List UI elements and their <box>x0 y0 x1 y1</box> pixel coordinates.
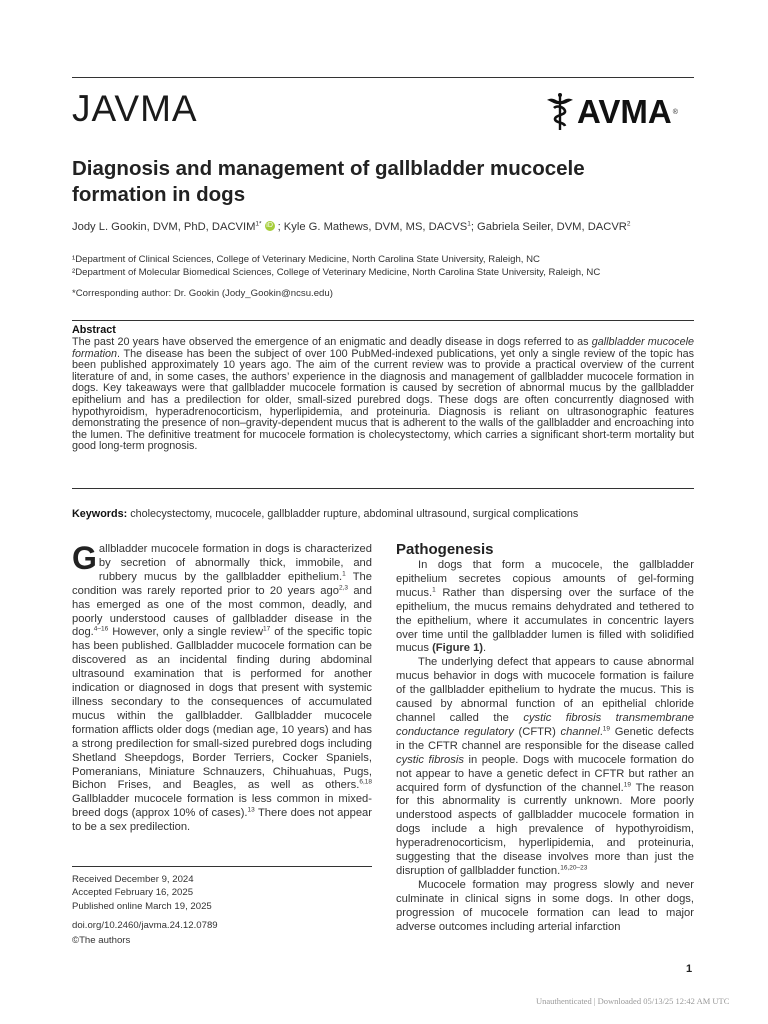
intro-paragraph: Gallbladder mucocele formation in dogs is characterized by secretion of abnormally thick, immobile, and rubbery mucus by the gallbladder epithelium.$^1$ The condition was rarely reported prior to 20 years ago$^{2,3}$ and has emerged as one of the most common, deadly, and poorly understood causes of gallbladder disease in the dog.$^{4-16}$ However, only a single review$^{17}$ of the specific topic has been published. Gallbladder mucocele formation can be discovered as an incidental finding during abdominal ultrasound examination that is performed for another indication or diagnosed in dogs that present with systemic illness secondary to the consequences of accumulated mucus within the gallbladder. Gallbladder mucocele formation afflicts older dogs (median age, 10 years) and has a strong predilection for small-sized purebred dogs including Shetland Sheepdogs, Border Terriers, Cocker Spaniels, Pomeranians, Miniature Schnauzers, Chihuahuas, Pugs, Bichon Frises, and Beagles, as well as others.$^{6,18}$ Gallbladder mucocele formation is less common in mixed-breed dogs (approx 10% of cases).$^{13}$ There does not appear to be a sex predilection. <box>72 540 372 834</box>
author-3[interactable]: ; Gabriela Seiler, DVM, DACVR <box>470 221 627 233</box>
citation[interactable]: 2,3 <box>338 583 349 591</box>
avma-wordmark: AVMA <box>577 93 672 130</box>
author-2[interactable]: ; Kyle G. Mathews, DVM, MS, DACVS <box>277 221 468 233</box>
orcid-icon[interactable]: iD <box>266 222 273 230</box>
doi-link[interactable]: doi.org/10.2460/javma.24.12.0789 <box>72 920 218 932</box>
caduceus-icon <box>545 92 575 132</box>
author-3-affil: 2 <box>626 220 631 228</box>
top-rule <box>72 77 694 78</box>
abstract-text: The past 20 years have observed the emergence of an enigmatic and deadly disease in dogs referred to as gallbladder mucocele formation. The disease has been the subject of over 100 PubMed-indexed publications, yet only a single review of the topic has been published approximately 10 years ago. The aim of the current review was to provide a practical overview of the current literature of and, in some cases, the authors’ experience in the diagnosis and management of gallbladder mucocele formation in dogs. Key takeaways were that gallbladder mucocele formation is caused by secretion of abnormal mucus by the gallbladder epithelium and has a predilection for older, small-sized purebred dogs. These dogs are often concurrently diagnosed with hypothyroidism, hyperadrenocorticism, hyperlipidemia, and proteinuria. Diagnosis is reliant on ultrasonographic features demonstrating the presence of non–gravity-dependent mucus that is adherent to the walls of the gallbladder and encroaching into the lumen. The definitive treatment for mucocele formation is cholecystectomy, which carries a significant short-term mortality but good long-term prognosis. <box>72 336 694 453</box>
citation[interactable]: 16,20–23 <box>560 864 588 872</box>
paragraph-3: Mucocele formation may progress slowly and never culminate in clinical signs in some dogs. In other dogs, progression of mucocele formation can lead to major adverse outcomes including arterial infarction <box>396 878 694 933</box>
accepted-date: Accepted February 16, 2025 <box>72 887 194 899</box>
citation[interactable]: 19 <box>623 780 631 788</box>
abstract-bottom-rule <box>72 488 694 489</box>
article-title: Diagnosis and management of gallbladder mucocele formation in dogs <box>72 157 585 206</box>
author-2-affil: 1 <box>467 220 471 228</box>
corresponding-author: *Corresponding author: Dr. Gookin (Jody_Gookin@ncsu.edu) <box>72 288 333 299</box>
registered-mark: ® <box>672 108 678 116</box>
keywords-list: cholecystectomy, mucocele, gallbladder rupture, abdominal ultrasound, surgical complications <box>127 508 579 520</box>
figure-1-link[interactable]: (Figure 1) <box>432 642 484 655</box>
keywords <box>72 508 578 520</box>
affiliation-2: ²Department of Molecular Biomedical Sciences, College of Veterinary Medicine, North Carolina State University, Raleigh, NC <box>72 267 601 278</box>
online-date: Published online March 19, 2025 <box>72 900 212 912</box>
paragraph-1: In dogs that form a mucocele, the gallbladder epithelium secretes copious amounts of gel-forming mucus.$^1$ Rather than dispersing over the surface of the epithelium, the mucus remains dehydrated and tethered to the epithelium, where it accumulates in concentric layers over time until the gallbladder lumen is filled with solidified mucus (Figure 1). <box>396 559 694 655</box>
received-date: Received December 9, 2024 <box>72 874 194 885</box>
citation[interactable]: 17 <box>263 625 271 633</box>
section-heading: Pathogenesis <box>396 541 494 558</box>
paragraph-2: The underlying defect that appears to cause abnormal mucus behavior in dogs with mucocele formation is failure of the gallbladder epithelium to hydrate the mucus. This is caused by abnormal function of an epithelial chloride channel called the cystic fibrosis transmembrane conductance regulatory (CFTR) channel.$^{19}$ Genetic defects in the CFTR channel are responsible for the disease called cystic fibrosis in people. Dogs with mucocele formation do not appear to have a genetic defect in CFTR but rather an acquired form of dysfunction of the channel.$^{19}$ The reason for this abnormality is currently unknown. More poorly understood aspects of gallbladder mucocele formation in dogs include a high prevalence of hypothyroidism, hyperadrenocorticism, hyperlipidemia, and proteinuria, suggesting that the disease involves more than just the disruption of gallbladder function.$^{16,20-23}$ <box>396 656 695 877</box>
citation[interactable]: 13 <box>247 806 255 814</box>
author-1-affil: 1* <box>255 220 262 228</box>
author-list <box>72 221 631 233</box>
author-1[interactable]: Jody L. Gookin, DVM, PhD, DACVIM <box>72 221 256 233</box>
publication-dates <box>72 873 218 933</box>
abstract-top-rule <box>72 320 694 321</box>
citation[interactable]: 4–16 <box>93 625 109 633</box>
drop-cap: G <box>72 540 97 576</box>
citation[interactable]: 6,18 <box>359 778 372 786</box>
avma-logo <box>545 92 678 132</box>
copyright: ©The authors <box>72 935 131 946</box>
citation[interactable]: 1 <box>432 586 436 594</box>
page-number: 1 <box>686 963 693 975</box>
citation[interactable]: 1 <box>342 570 346 578</box>
dates-rule <box>72 866 372 867</box>
citation[interactable]: 19 <box>602 725 611 733</box>
affiliation-1: ¹Department of Clinical Sciences, College of Veterinary Medicine, North Carolina State University, Raleigh, NC <box>72 254 540 265</box>
download-footer: Unauthenticated | Downloaded 05/13/25 12:42 AM UTC <box>536 996 730 1006</box>
journal-title: JAVMA <box>72 88 198 129</box>
pathogenesis-text <box>396 559 694 934</box>
abstract-heading: Abstract <box>72 324 116 336</box>
keywords-label: Keywords: <box>72 508 128 520</box>
